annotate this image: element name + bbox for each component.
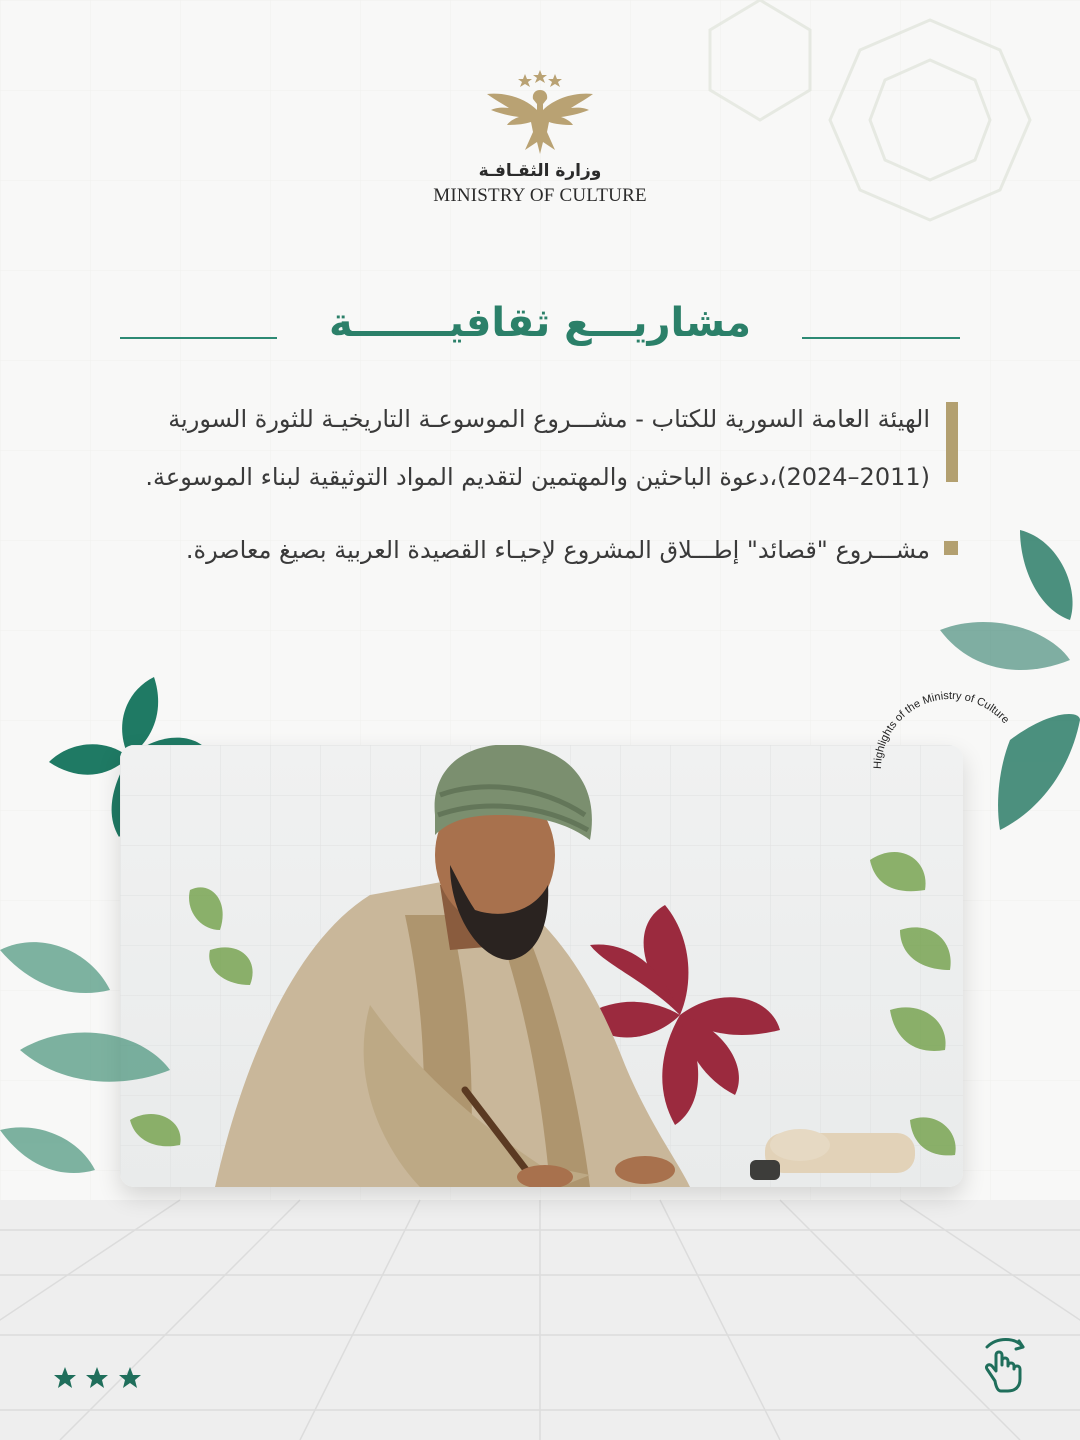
swipe-hand-icon[interactable] (975, 1335, 1031, 1395)
project-item (110, 390, 930, 506)
project-item (110, 530, 930, 570)
three-stars-icon (52, 1366, 152, 1392)
leaves-card-right-icon (860, 840, 970, 1170)
paragraph-marker-bar (946, 402, 958, 482)
project-text-line: (2011–2024)،دعوة الباحثين والمهتمين لتقديم المواد التوثيقية لبناء الموسوعة. (145, 463, 930, 491)
project-text-line: الهيئة العامة السورية للكتاب - مشـــروع الموسوعـة التاريخيـة للثورة السورية (168, 405, 930, 433)
project-text-line: مشـــروع "قصائد" إطـــلاق المشروع لإحيـاء القصيدة العربية بصيغ معاصرة. (185, 536, 930, 564)
eagle-emblem-icon (485, 70, 595, 155)
leaves-left-icon (0, 870, 300, 1230)
title-divider-right (802, 337, 960, 339)
badge-circular-text: Highlights of the Ministry of Culture (871, 689, 1012, 770)
page-title: مشاريـــع ثقافيـــــــة (328, 300, 752, 346)
ministry-arabic-name: وزارة الثقـافـة (478, 161, 602, 181)
circular-badge (866, 684, 1036, 854)
ministry-logo (390, 70, 690, 207)
title-divider-left (120, 337, 277, 339)
svg-text:Highlights of the Ministry of (872, 690, 1011, 769)
ministry-english-name: MINISTRY OF CULTURE (433, 185, 647, 206)
